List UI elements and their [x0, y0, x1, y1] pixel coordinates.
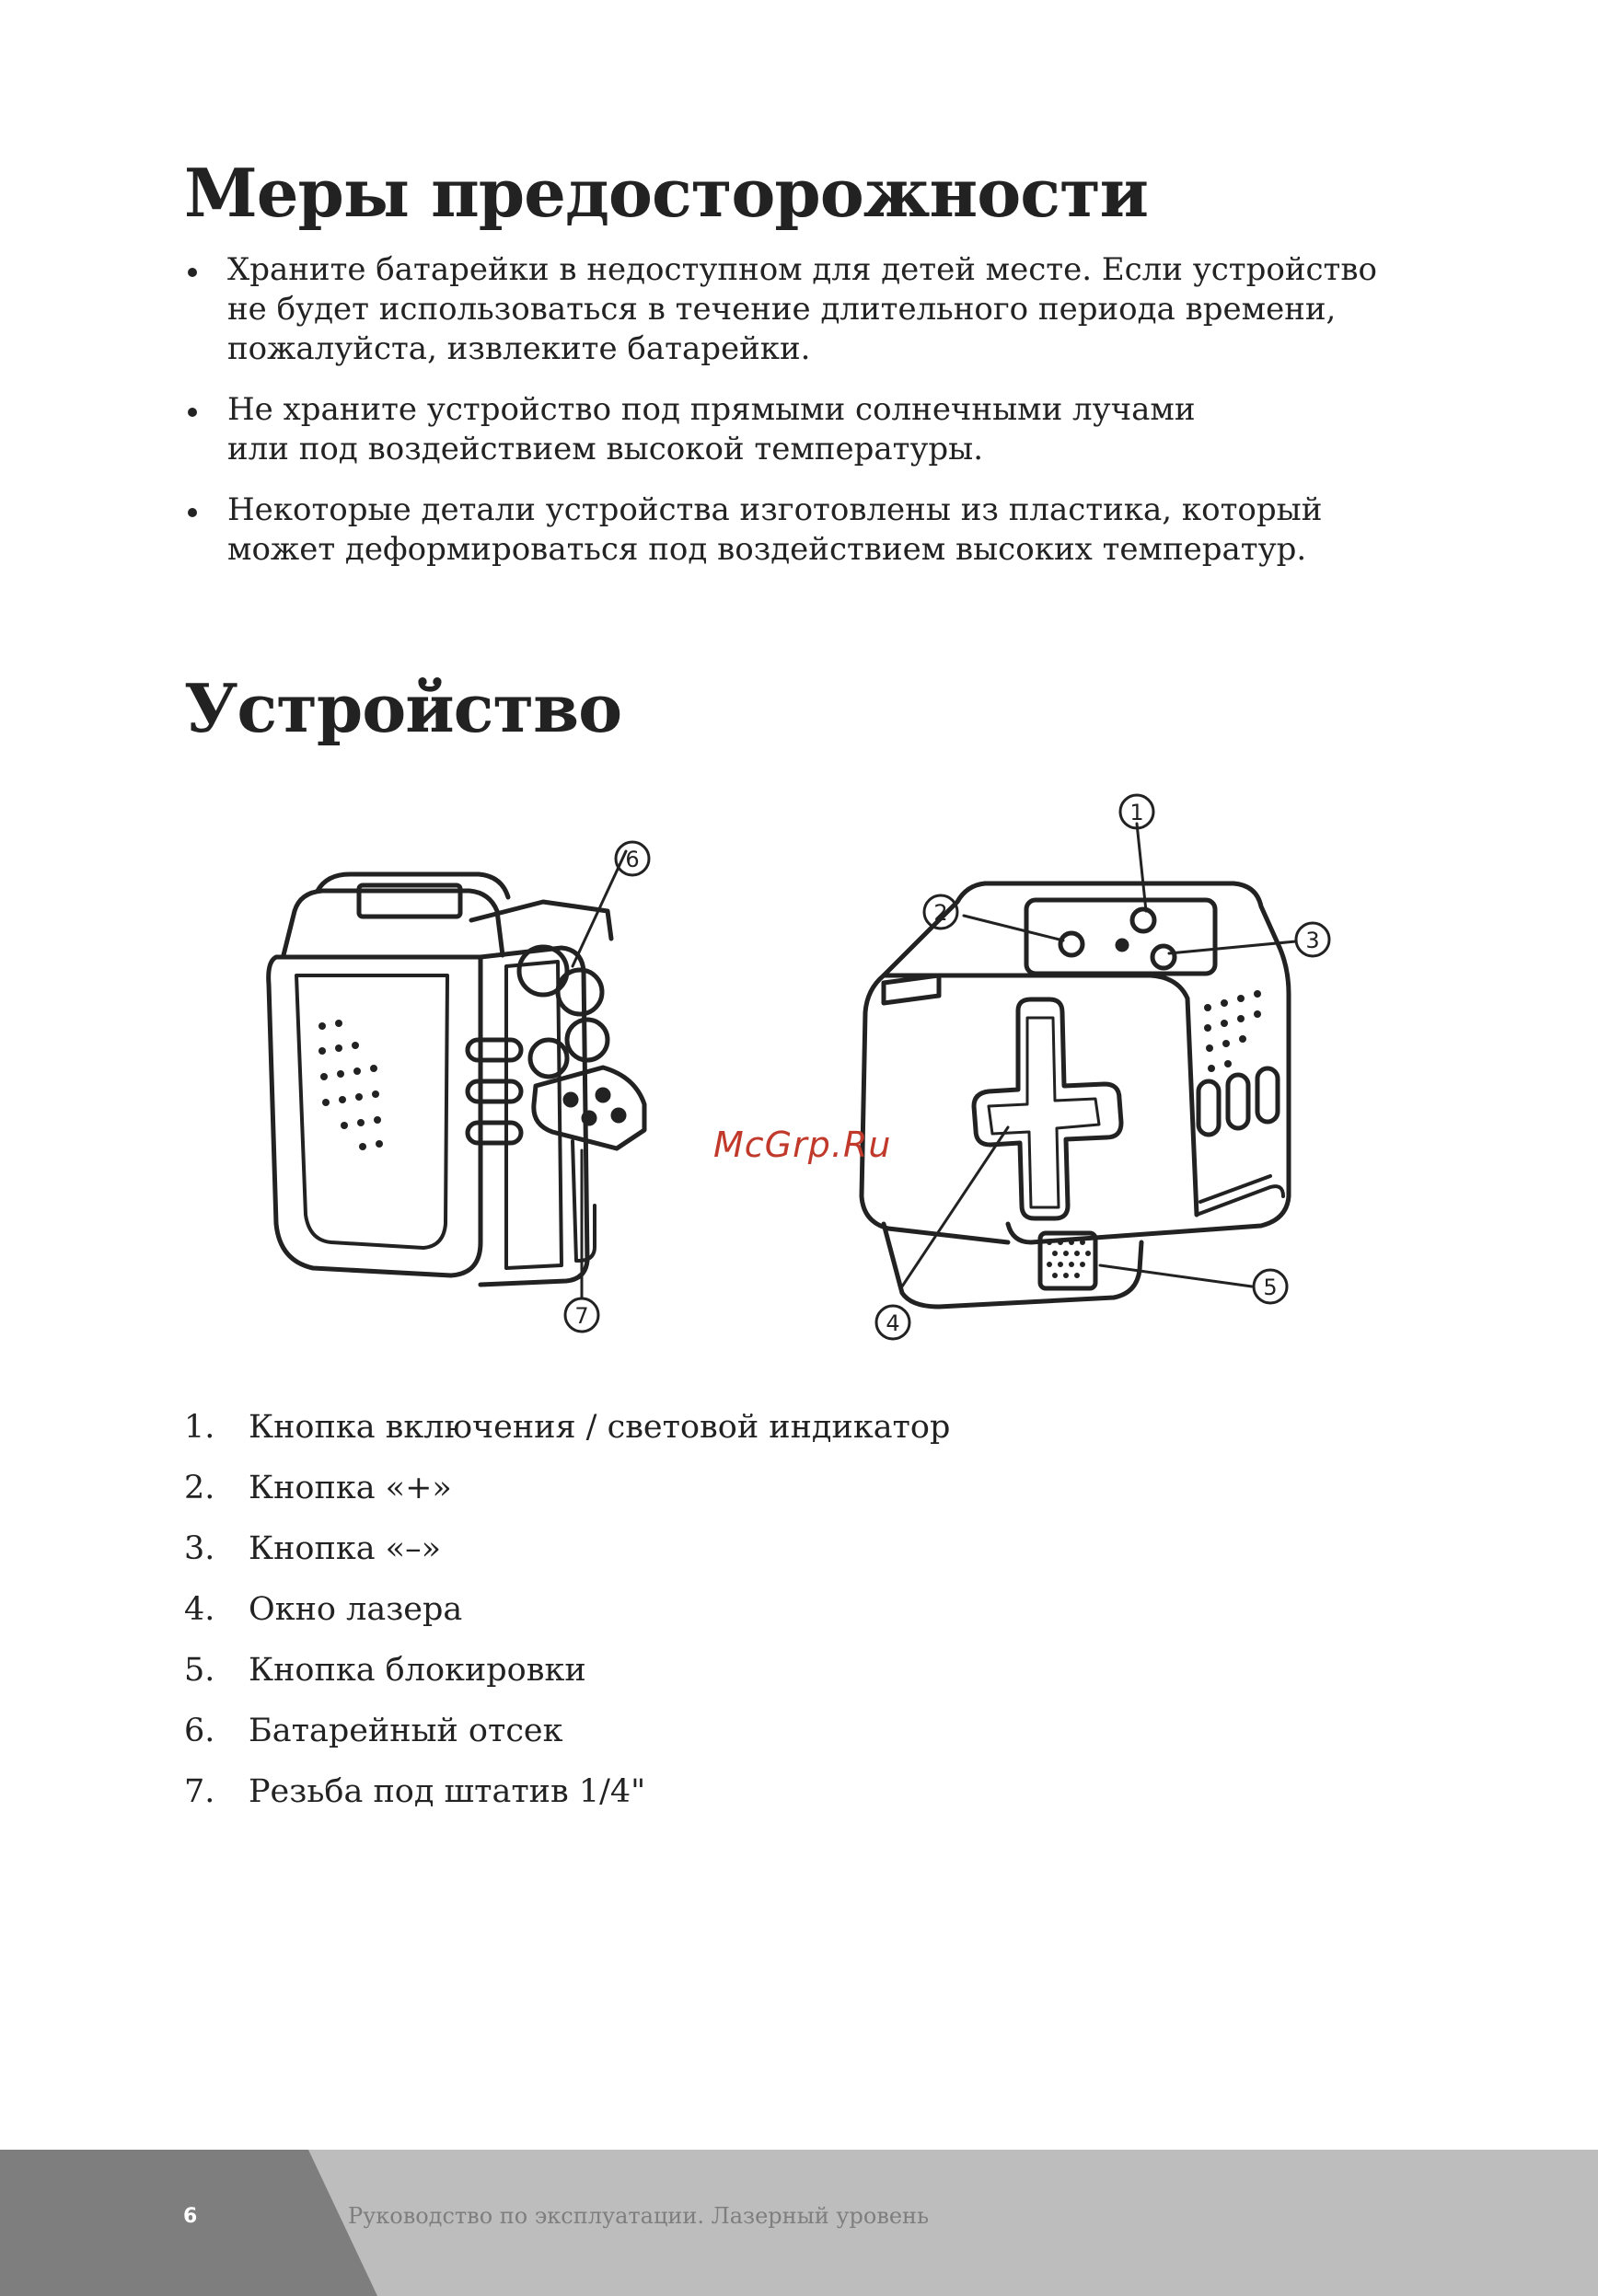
- item-label: Окно лазера: [249, 1591, 463, 1628]
- list-item: [184, 1464, 950, 1525]
- item-label: Резьба под штатив 1/4": [249, 1773, 646, 1810]
- watermark: McGrp.Ru: [713, 1125, 892, 1165]
- callout-label: 5: [1263, 1275, 1278, 1300]
- line: Не храните устройство под прямыми солнечными лучами: [227, 391, 1196, 428]
- list-item: [184, 1646, 950, 1707]
- item-number: 6.: [184, 1713, 215, 1749]
- line: или под воздействием высокой температуры.: [227, 431, 984, 467]
- line: может деформироваться под воздействием высоких температур.: [227, 531, 1307, 568]
- item-label: Кнопка блокировки: [249, 1652, 586, 1689]
- item-number: 4.: [184, 1591, 215, 1628]
- line: Некоторые детали устройства изготовлены из пластика, который: [227, 491, 1323, 528]
- list-item: [184, 250, 1436, 369]
- bullet-icon: [188, 508, 197, 517]
- page-footer: [0, 2150, 1598, 2296]
- list-item: [184, 1403, 950, 1464]
- item-label: Кнопка «–»: [249, 1530, 442, 1567]
- item-number: 3.: [184, 1530, 215, 1567]
- list-item: [184, 1586, 950, 1646]
- item-number: 2.: [184, 1470, 215, 1506]
- line: не будет использоваться в течение длительного периода времени,: [227, 291, 1337, 328]
- section-title-precautions: Меры предосторожности: [184, 154, 1149, 232]
- device-rear-view: [269, 851, 644, 1298]
- callout-label: 1: [1129, 800, 1144, 825]
- callout-label: 4: [886, 1310, 900, 1336]
- bullet-icon: [188, 268, 197, 277]
- device-front-view: [862, 824, 1296, 1307]
- item-label: Батарейный отсек: [249, 1713, 563, 1749]
- precautions-list: [184, 250, 1436, 591]
- list-item: [184, 390, 1436, 469]
- item-number: 1.: [184, 1409, 215, 1446]
- item-number: 5.: [184, 1652, 215, 1689]
- callout-label: 6: [625, 847, 640, 872]
- device-illustration: [239, 782, 1399, 1353]
- callout-label: 3: [1305, 928, 1320, 953]
- item-number: 7.: [184, 1773, 215, 1810]
- footer-title: Руководство по эксплуатации. Лазерный уровень: [348, 2203, 930, 2229]
- device-diagram: [239, 782, 1399, 1353]
- parts-list: [184, 1403, 950, 1829]
- line: Храните батарейки в недоступном для детей месте. Если устройство: [227, 251, 1377, 288]
- list-item: [184, 1525, 950, 1586]
- line: пожалуйста, извлеките батарейки.: [227, 330, 811, 367]
- callout-label: 7: [574, 1303, 589, 1329]
- list-item: [184, 1707, 950, 1768]
- callout-label: 2: [933, 900, 948, 926]
- list-item: [184, 490, 1436, 570]
- item-label: Кнопка включения / световой индикатор: [249, 1409, 951, 1446]
- page-number: 6: [183, 2205, 198, 2228]
- list-item: [184, 1768, 950, 1829]
- item-label: Кнопка «+»: [249, 1470, 452, 1506]
- section-title-device: Устройство: [184, 669, 622, 747]
- bullet-icon: [188, 408, 197, 417]
